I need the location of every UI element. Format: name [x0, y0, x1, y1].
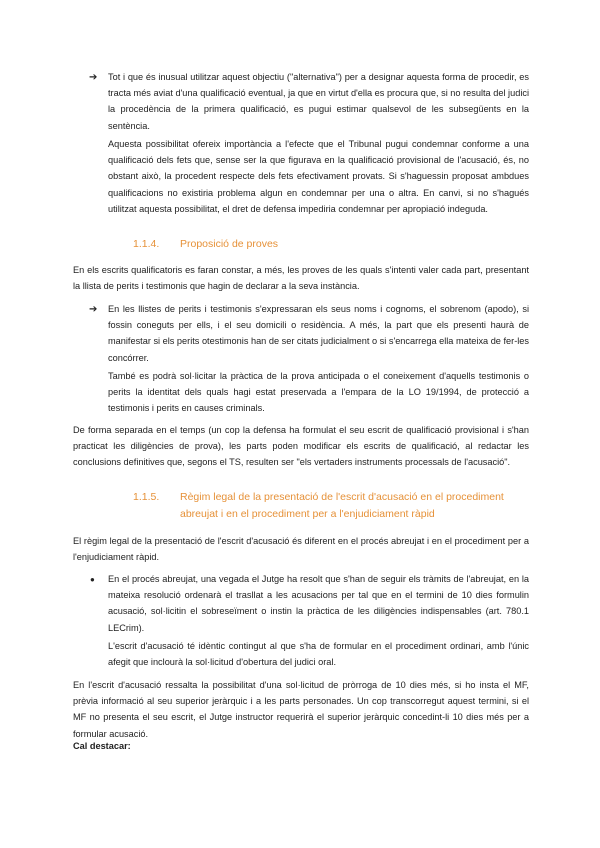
- arrow-item-text: Tot i que és inusual utilitzar aquest objectiu ("alternativa") per a designar aquesta forma de procedir, es tracta més aviat d'una qualificació eventual, ja que en virtut d'ella es procura que, si no resulta del judici la procedència de la primera qualificació, es pugui estimar qualsevol de les subsegüents en la sentència.: [108, 72, 529, 131]
- arrow-bullet-icon: ➔: [89, 72, 98, 83]
- emphasis-line: Cal destacar:: [73, 741, 131, 751]
- body-paragraph: De forma separada en el temps (un cop la defensa ha formulat el seu escrit de qualificació provisional i s'han practicat les diligències de prova), les parts poden modificar els escrits de qualificació, al redactar les conclusions definitives que, segons el TS, resulten ser "els vertaders instruments processals de l'acusació".: [73, 425, 529, 468]
- section-number: 1.1.4.: [133, 238, 160, 250]
- dot-item-continuation: L'escrit d'acusació té idèntic contingut al que s'ha de formular en el procediment ordinari, amb l'únic afegit que inclourà la sol·licitud d'obertura del judici oral.: [108, 641, 529, 668]
- dot-item-text: En el procés abreujat, una vegada el Jutge ha resolt que s'han de seguir els tràmits de l'abreujat, en la mateixa resolució ordenarà el trasllat a les acusacions per tal que en el termini de 10 dies formulin acusació, sol·licitin el sobreseïment o instin la pràctica de les diligències indispensables (art. 780.1 LECrim).: [108, 574, 529, 633]
- section-title: Proposició de proves: [180, 238, 279, 250]
- body-paragraph: En l'escrit d'acusació ressalta la possibilitat d'una sol·licitud de pròrroga de 10 dies més, si ho insta el MF, prèvia informació al seu superior jeràrquic i a les parts personades. Un cop transcorregut aquest termini, si el MF no presenta el seu escrit, el Jutge instructor requerirà el superior jeràrquic concedint-li 10 dies més per a formular acusació.: [73, 680, 529, 739]
- section-title-line-2: abreujat i en el procediment per a l'enjudiciament ràpid: [180, 508, 435, 520]
- section-heading-1-1-4: [133, 236, 533, 253]
- body-paragraph: El règim legal de la presentació de l'escrit d'acusació és diferent en el procés abreujat i en el procediment per a l'enjudiciament ràpid.: [73, 536, 529, 563]
- section-number: 1.1.5.: [133, 491, 160, 503]
- arrow-item-text: En les llistes de perits i testimonis s'expressaran els seus noms i cognoms, el sobrenom (apodo), si fossin coneguts per ells, i el seu domicili o residència. A més, la part que els presenti haurà de manifestar si els perits otestimonis han de ser citats judicialment o si s'encarrega ella mateixa de fer-les concórrer.: [108, 304, 529, 363]
- arrow-item-continuation: També es podrà sol·licitar la pràctica de la prova anticipada o el coneixement d'aquells testimonis o perits la identitat dels quals hagi estat preservada a l'empara de la LO 19/1994, de protecció a testimonis i perits en causes criminals.: [108, 371, 529, 414]
- section-heading-1-1-5: [133, 489, 543, 523]
- arrow-item-continuation: Aquesta possibilitat ofereix importància a l'efecte que el Tribunal pugui condemnar conforme a una qualificació dels fets que, sense ser la que figurava en la qualificació provisional de l'acusació, és, no obstant això, la procedent respecte dels fets efectivament provats. Si s'haguessin proposat ambdues qualificacions no existiria problema algun en condemnar per una o altra. En canvi, si no s'hagués utilitzat aquesta possibilitat, el dret de defensa impediria condemnar per apropiació indeguda.: [108, 139, 529, 214]
- arrow-bullet-icon: ➔: [89, 304, 98, 315]
- dot-bullet-icon: ●: [90, 575, 95, 584]
- body-paragraph: En els escrits qualificatoris es faran constar, a més, les proves de les quals s'intenti valer cada part, presentant la llista de perits i testimonis que hagin de declarar a la seva instància.: [73, 265, 529, 292]
- section-title: Règim legal de la presentació de l'escrit d'acusació en el procediment: [180, 491, 504, 503]
